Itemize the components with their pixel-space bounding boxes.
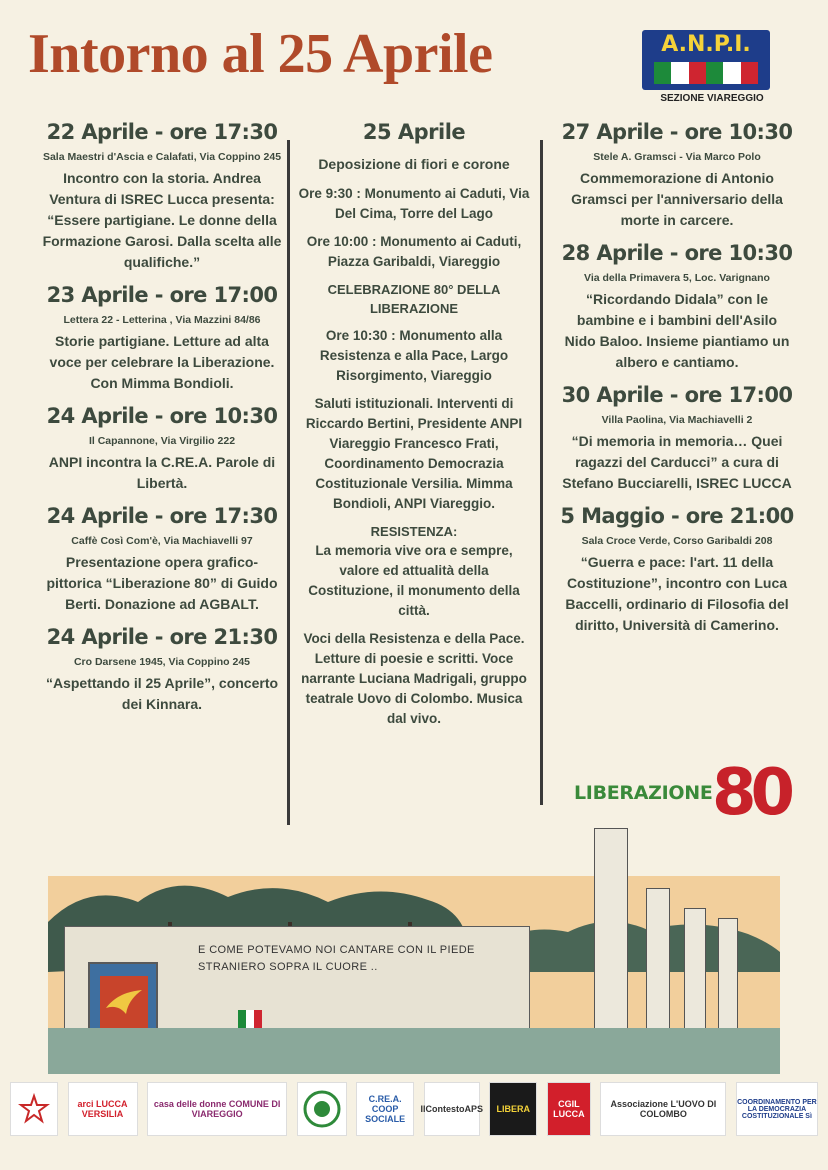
- column-divider: [540, 140, 543, 805]
- event-date: 22 Aprile - ore 17:30: [46, 120, 278, 144]
- event: [560, 241, 794, 373]
- sponsor-logo: LIBERA: [489, 1082, 537, 1136]
- event-description: “Aspettando il 25 Aprile”, concerto dei Kinnara.: [45, 675, 279, 712]
- event: [40, 120, 284, 273]
- event-place: Il Capannone, Via Virgilio 222: [88, 435, 236, 447]
- sponsor-logo: Associazione L'UOVO DI COLOMBO: [600, 1082, 726, 1136]
- event-date: 25 Aprile: [362, 120, 466, 144]
- wall-quote: E COME POTEVAMO NOI CANTARE CON IL PIEDE STRANIERO SOPRA IL CUORE ..: [198, 944, 475, 973]
- emblem-logo-icon: [297, 1082, 347, 1136]
- resistenza-heading: RESISTENZA:: [370, 524, 458, 539]
- event: [560, 120, 794, 231]
- event: [560, 504, 794, 636]
- event: [40, 404, 284, 494]
- sponsor-logo: C.RE.A. COOP SOCIALE: [356, 1082, 414, 1136]
- star-logo-icon: [10, 1082, 58, 1136]
- liberazione-number: 80: [712, 756, 790, 830]
- event-description: Incontro con la storia. Andrea Ventura di ISREC Lucca presenta: “Essere partigiane. Le donne della Formazione Garosi. Dalla scelta alle qualifiche.”: [42, 170, 282, 270]
- resistenza-text: La memoria vive ora e sempre, valore ed attualità della Costituzione, il monumento della città.: [308, 543, 520, 618]
- event-place: Caffè Così Com'è, Via Machiavelli 97: [71, 535, 253, 547]
- column-pillar: [718, 918, 738, 1034]
- sponsor-logo: arci LUCCA VERSILIA: [68, 1082, 138, 1136]
- event-date: 23 Aprile - ore 17:00: [46, 283, 278, 307]
- sponsor-logos: [10, 1082, 818, 1136]
- event-date: 27 Aprile - ore 10:30: [561, 120, 793, 144]
- event-date: 24 Aprile - ore 17:30: [46, 504, 278, 528]
- event: [560, 383, 794, 494]
- event-description: Presentazione opera grafico-pittorica “Liberazione 80” di Guido Berti. Donazione ad AGBALT.: [46, 554, 278, 612]
- sponsor-logo: CGIL LUCCA: [547, 1082, 591, 1136]
- left-column: [40, 120, 284, 725]
- event-date: 30 Aprile - ore 17:00: [561, 383, 793, 407]
- anpi-name: A.N.P.I.: [661, 32, 751, 57]
- event-description: “Guerra e pace: l'art. 11 della Costituzione”, incontro con Luca Baccelli, ordinario di Filosofia del diritto, Università di Camerino.: [565, 554, 789, 633]
- sponsor-logo: casa delle donne COMUNE DI VIAREGGIO: [147, 1082, 287, 1136]
- column-divider: [287, 140, 290, 825]
- event: [40, 504, 284, 615]
- page-title: Intorno al 25 Aprile: [28, 23, 493, 85]
- event-date: 24 Aprile - ore 10:30: [46, 404, 278, 428]
- event-line: Ore 10:00 : Monumento ai Caduti, Piazza Garibaldi, Viareggio: [306, 234, 522, 269]
- event-line: Saluti istituzionali. Interventi di Riccardo Bertini, Presidente ANPI Viareggio Francesco Frati, Coordinamento Democrazia Costituzionale Versilia. Mimma Bondioli, ANPI Viareggio.: [305, 396, 523, 511]
- event-place: Via della Primavera 5, Loc. Varignano: [584, 272, 770, 284]
- anpi-section: SEZIONE VIAREGGIO: [660, 93, 764, 104]
- event-place: Cro Darsene 1945, Via Coppino 245: [73, 656, 251, 668]
- event-date: 24 Aprile - ore 21:30: [46, 625, 278, 649]
- dove-icon: [104, 988, 144, 1018]
- sponsor-logo: COORDINAMENTO PER LA DEMOCRAZIA COSTITUZIONALE Sì: [736, 1082, 818, 1136]
- event-place: Stele A. Gramsci - Via Marco Polo: [593, 151, 761, 163]
- event-line: Ore 9:30 : Monumento ai Caduti, Via Del Cima, Torre del Lago: [298, 186, 530, 221]
- event-description: Commemorazione di Antonio Gramsci per l'anniversario della morte in carcere.: [571, 170, 783, 228]
- italian-flag-icon: [654, 62, 758, 84]
- event-place: Villa Paolina, Via Machiavelli 2: [601, 414, 753, 426]
- liberazione-text: LIBERAZIONE: [574, 782, 713, 804]
- event-subtitle: Deposizione di fiori e corone: [318, 156, 510, 172]
- monument-illustration: [48, 822, 780, 1074]
- celebration-heading: CELEBRAZIONE 80° DELLA LIBERAZIONE: [327, 282, 501, 316]
- event-description: Storie partigiane. Letture ad alta voce per celebrare la Liberazione. Con Mimma Bondioli.: [49, 333, 275, 391]
- event-description: “Ricordando Didala” con le bambine e i bambini dell'Asilo Nido Baloo. Insieme piantiamo un albero e cantiamo.: [564, 291, 790, 370]
- event: [40, 625, 284, 715]
- event-place: Lettera 22 - Letterina , Via Mazzini 84/86: [63, 314, 261, 326]
- sponsor-logo: IlContestoAPS: [424, 1082, 480, 1136]
- event: [40, 283, 284, 394]
- anpi-logo: [642, 30, 786, 104]
- liberazione-80-logo: [574, 756, 790, 830]
- event-description: ANPI incontra la C.RE.A. Parole di Libertà.: [48, 454, 276, 491]
- voci-text: Voci della Resistenza e della Pace. Letture di poesie e scritti. Voce narrante Luciana Madrigali, gruppo teatrale Uovo di Colombo. Musica dal vivo.: [301, 631, 527, 726]
- event-place: Sala Maestri d'Ascia e Calafati, Via Coppino 245: [42, 151, 282, 163]
- column-pillar: [594, 828, 628, 1034]
- right-column: [560, 120, 794, 646]
- middle-column: [296, 120, 532, 737]
- event-description: “Di memoria in memoria… Quei ragazzi del Carducci” a cura di Stefano Bucciarelli, ISREC LUCCA: [562, 433, 792, 491]
- event-place: Sala Croce Verde, Corso Garibaldi 208: [581, 535, 773, 547]
- event-date: 28 Aprile - ore 10:30: [561, 241, 793, 265]
- ground: [48, 1028, 780, 1074]
- column-pillar: [646, 888, 670, 1034]
- event-line: Ore 10:30 : Monumento alla Resistenza e alla Pace, Largo Risorgimento, Viareggio: [319, 328, 509, 383]
- event-date: 5 Maggio - ore 21:00: [560, 504, 794, 528]
- column-pillar: [684, 908, 706, 1034]
